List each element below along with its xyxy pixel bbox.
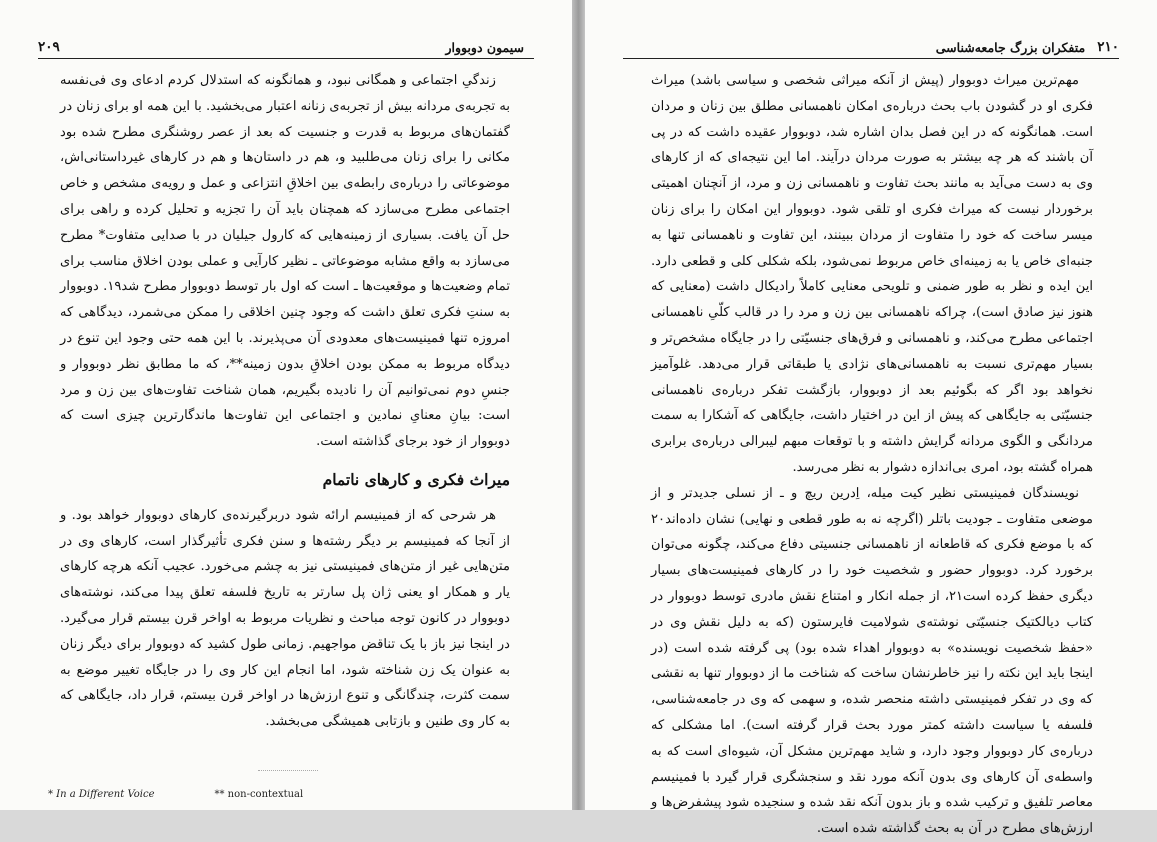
left-page-body [60,68,510,735]
scan-mark [258,770,318,773]
running-title: سیمون دوبووار [445,40,524,55]
left-page [0,0,572,810]
page-header [623,33,1119,59]
section-heading: میراث فکری و کارهای ناتمام [322,469,510,489]
footnote: ** non-contextual [214,789,304,800]
page-number: ۲۰۹ [38,39,60,55]
footnote: * In a Different Voice [48,789,155,800]
footnotes [48,789,524,800]
book-gutter [572,0,585,810]
right-page-body [651,68,1093,842]
page-header [38,33,534,59]
paragraph: زندگیِ اجتماعی و همگانی نبود، و همانگونه که استدلال کردم ادعای وی فی‌نفسه به تجربه‌ی مردانه بیش از تجربه‌ی زنانه اعتبار می‌بخشید. با این همه او برای زنان در گفتمان‌های مربوط به قدرت و جنسیت که بعد از عصر روشنگری مطرح شده بود مکانی را برای زنان می‌طلبید و، هم در داستان‌ها و هم در کارهای غیرداستانی‌اش، موضوعاتی را درباره‌ی رابطه‌ی بین اخلاقِ انتزاعی و عمل و رویه‌ی مشخص و خاص اجتماعی مطرح می‌سازد که همچنان باید آن را تجزیه و تحلیل کرده و راهی برای حل آن یافت. بسیاری از زمینه‌هایی که کارول جیلیان در با صدایی متفاوت* مطرح می‌سازد به واقع مشابه موضوعاتی ـ نظیر کارآیی و عملی بودن اخلاق مناسب برای تمام وضعیت‌ها و موقعیت‌ها ـ است که اول بار توسط دوبووار مطرح شد۱۹. دوبووار به سنتِ فکری تعلق داشت که وجود چنین اخلاقی را ممکن می‌شمرد، دیدگاهی که امروزه تنها فمینیست‌های معدودی آن می‌پذیرند. با این همه حتی وجود این تنوع در دیدگاه مربوط به ممکن بودن اخلاقِ بدون زمینه**، که ما مطابق نظر دوبووار و جنسِ دوم نمی‌توانیم آن را نادیده بگیریم، همان شناخت تفاوت‌های بین زن و مرد است: بیانِ معنایِ نمادین و اجتماعی این تفاوت‌ها ماندگارترین چیزی است که دوبووار از خود برجای گذاشته است. [60,73,511,450]
paragraph: مهم‌ترین میراث دوبووار (پیش از آنکه میراثی شخصی و سیاسی باشد) میراث فکری او در گشودن باب بحث درباره‌ی امکان ناهمسانی مطلق بین زنان و مردان است. همانگونه که در این فصل بدان اشاره شد، دوبووار عقیده داشت که در پی آن باشند که هر چه بیشتر به صورت مردان درآیند. اما این نتیجه‌ای که از کارهای وی به دست می‌آید به مانند بحث تفاوت و ناهمسانی زن و مرد، از آنچنان اهمیتی برخوردار نیست که میراث فکری او تلقی شود. دوبووار این امکان را برای زنان میسر ساخت که خود را متفاوت از مردان ببینند، این تفاوت و ناهمسانی تنها به جنبه‌ای خاص یا به زمینه‌ای خاص مربوط نمی‌شود، بلکه شکلی کلی و قطعی دارد. این ایده و نظر به طور ضمنی و تلویحی معنایی کاملاً رادیکال داشت (معنایی که هنوز نیز صادق است)، چراکه ناهمسانی بین زن و مرد را در قالب کلّیِ ناهمسانی اجتماعی مطرح می‌کند، و ناهمسانی و فرق‌های جنسیّتی را در جایگاه مشخص‌تر و بسیار مهم‌تری نسبت به ناهمسانی‌های نژادی یا طبقاتی قرار می‌دهد. غلوآمیز نخواهد بود اگر که بگوئیم بعد از دوبووار، بازگشت تفکر درباره‌ی ناهمسانی جنسیّتی به جایگاهی که پیش از این در اختیار داشت، جایگاهی که آشکارا به سمت مردانگی و الگوی مردانه گرایش داشته و با توقعات مبهم لیبرالی درباره‌ی برابری همراه گشته بود، امری بی‌اندازه دشوار به نظر می‌رسد. [651,73,1093,475]
paragraph: نویسندگان فمینیستی نظیر کیت میله، اِدرین ریچ و ـ از نسلی جدیدتر و از موضعی متفاوت ـ جودیت باتلر (اگرچه نه به طور قطعی و نهایی) نشان داده‌اند۲۰ که با موضع فکری که قاطعانه از ناهمسانی جنسیتی دفاع می‌کند، چگونه می‌توان برخورد کرد. دوبووار حضور و شخصیت خود را در کارهای فمینیست‌های بسیار دیگری حفظ کرده است۲۱، از جمله انکار و امتناع نقش مادری توسط دوبووار در کتاب دیالکتیک جنسیّتی نوشته‌ی شولامیت فایرستون (که به دلیل نقش وی در «حفظ شخصیت نویسنده» به دوبووار اهداء شده بود) پی گرفته شده است (در اینجا باید این نکته را نیز خاطرنشان ساخت که شناخت ما از دوبووار تنها به نقشی که وی در تفکر فمینیستی داشته منحصر شده، و سهمی که وی در جامعه‌شناسی، فلسفه یا سیاست داشته کمتر مورد بحث قرار گرفته است). اما مشکلی که درباره‌ی کار دوبووار وجود دارد، و شاید مهم‌ترین مشکل آن، شیوه‌ای است که به واسطه‌ی آن کارهای وی بدون آنکه مورد نقد و سنجشگری قرار گیرد با فمینیسم معاصر تلفیق و ترکیب شده و باز بدون آنکه نقد شده و سنجیده شود پیشفرض‌ها و ارزش‌های مطرح در آن به بحث گذاشته شده است. [651,485,1093,837]
right-page [585,0,1157,837]
page-number: ۲۱۰ [1097,39,1119,55]
paragraph: هر شرحی که از فمینیسم ارائه شود دربرگیرنده‌ی کارهای دوبووار خواهد بود. و از آنجا که فمینیسم بر دیگر رشته‌ها و سنن فکری تأثیرگذار است، کارهای وی در متن‌هایی غیر از متن‌های فمینیستی نیز به چشم می‌خورد. عجیب آنکه هرچه کارهای یار و همکار او یعنی ژان پل سارتر به تاریخ فلسفه تعلق پیدا می‌کند، نوشته‌های دوبووار در کانون توجه مباحث و نظریات مربوط به اواخر قرن بیستم قرار می‌گیرد. در اینجا نیز باز با یک تناقض مواجهیم. زمانی طول کشید که دوبووار برای دیگر زنان به عنوان یک زن شناخته شود، اما انجام این کار وی را در جایگاه تغییر موضع به سمت کثرت، چندگانگی و تنوع ارزش‌ها در اواخر قرن بیستم، قرار داد، جایگاهی که به کار وی طنین و بازتابی همیشگی می‌بخشد. [60,507,510,730]
running-title: متفکران بزرگ جامعه‌شناسی [935,40,1086,55]
